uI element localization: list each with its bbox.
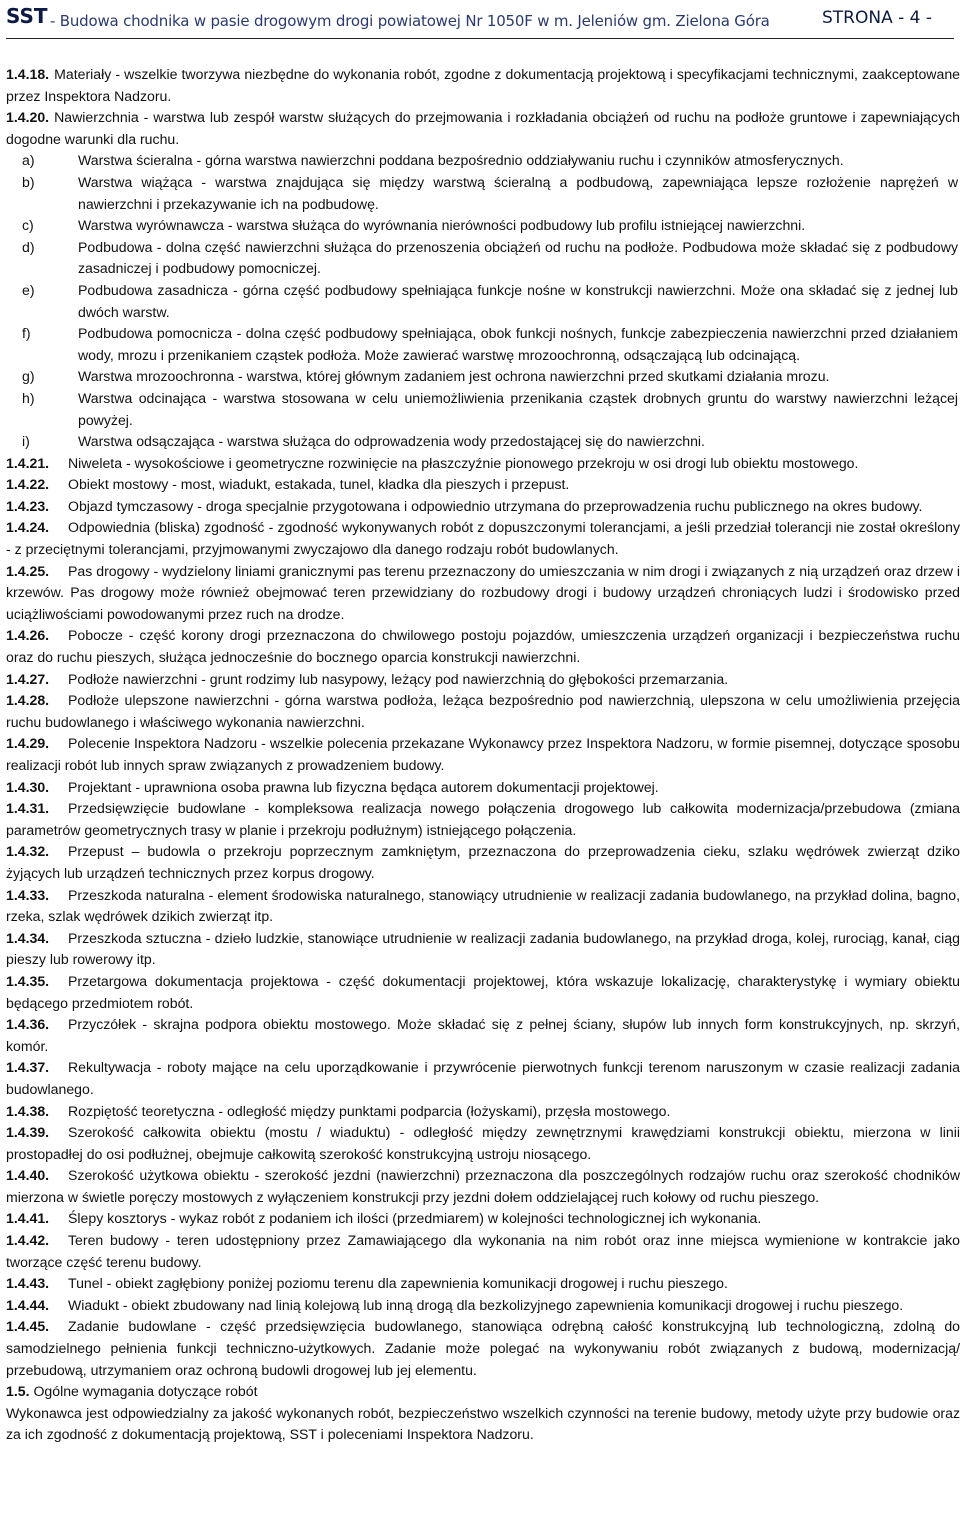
definition-number: 1.4.43.: [6, 1275, 50, 1292]
list-item-text: Podbudowa pomocnicza - dolna część podbudowy spełniająca, obok funkcji nośnych, funkcje zabezpieczenia nawierzchni przed działaniem wody, mrozu i przenikaniem cząstek podłoża. Może zawierać warstwę mrozoochronną, odsączającą lub odcinającą.: [78, 325, 958, 363]
definition-text: Tunel - obiekt zagłębiony poniżej poziomu terenu dla zapewnienia komunikacji drogowej i ruchu pieszego.: [68, 1275, 728, 1292]
definition-item: [6, 1230, 960, 1273]
definition-number: 1.4.23.: [6, 497, 50, 514]
list-item-text: Podbudowa - dolna część nawierzchni służąca do przenoszenia obciążeń od ruchu na podłoże. Podbudowa może składać się z podbudowy zasadniczej i podbudowy pomocniczej.: [78, 238, 958, 277]
definition-item: [6, 1273, 960, 1295]
definition-text: Materiały - wszelkie tworzywa niezbędne do wykonania robót, zgodne z dokumentacją projektową i specyfikacjami technicznymi, zaakceptowane przez Inspektora Nadzoru.: [6, 66, 960, 104]
list-item-text: Warstwa wiążąca - warstwa znajdująca się między warstwą ścieralną a podbudową, zapewniająca lepsze rozłożenie naprężeń w nawierzchni i przekazywanie ich na podbudowę.: [78, 173, 958, 212]
definition-item: [6, 798, 960, 841]
definition-text: Pas drogowy - wydzielony liniami granicznymi pas terenu przeznaczony do umieszczania w nim drogi i związanych z nią urządzeń oraz drzew i krzewów. Pas drogowy może również obejmować teren przewidziany do rozbudowy drogi i budowy urządzeń chroniących ludzi i środowisko przed uciążliwościami powodowanymi przez ruch na drodze.: [6, 562, 960, 622]
definition-text: Zadanie budowlane - część przedsięwzięcia budowlanego, stanowiąca odrębną całość konstrukcyjną lub technologiczną, zdolną do samodzielnego pełnienia funkcji techniczno-użytkowych. Zadanie może polegać na wykonywaniu robót związanych z budową, modernizacją/ przebudową, utrzymaniem oraz ochroną budowli drogowej lub jej elementu.: [6, 1318, 960, 1378]
definition-number: 1.4.44.: [6, 1296, 50, 1313]
definition-number: 1.4.36.: [6, 1016, 50, 1033]
definition-text: Szerokość użytkowa obiektu - szerokość jezdni (nawierzchni) przeznaczona dla poszczególnych rodzajów ruchu oraz szerokość chodników mierzona w świetle poręczy mostowych z wyłączeniem konstrukcji przy jezdni dołem oddzielającej ruch kołowy od ruchu pieszego.: [6, 1167, 960, 1205]
list-item-label: c): [22, 217, 34, 234]
definition-item: [6, 777, 960, 799]
surface-layers-list: [6, 150, 960, 452]
header-page-number: STRONA - 4 -: [821, 8, 932, 28]
list-item: [22, 366, 960, 388]
definition-item: [6, 971, 960, 1014]
definition-item: [6, 1014, 960, 1057]
definition-text: Niweleta - wysokościowe i geometryczne rozwinięcie na płaszczyźnie pionowego przekroju w osi drogi lub obiektu mostowego.: [68, 454, 859, 471]
definition-item: [6, 669, 960, 691]
definition-item: [6, 841, 960, 884]
definition-text: Podłoże ulepszone nawierzchni - górna warstwa podłoża, leżąca bezpośrednio pod nawierzchnią, ulepszona w celu umożliwienia przejęcia ruchu budowlanego i właściwego wykonania nawierzchni.: [6, 692, 960, 730]
definition-number: 1.4.45.: [6, 1318, 50, 1335]
list-item-text: Warstwa ścieralna - górna warstwa nawierzchni poddana bezpośrednio oddziaływaniu ruchu i czynników atmosferycznych.: [78, 152, 844, 169]
definitions-list-b: [6, 453, 960, 1382]
definition-text: Pobocze - część korony drogi przeznaczona do chwilowego postoju pojazdów, umieszczenia urządzeń organizacji i bezpieczeństwa ruchu oraz do ruchu pieszych, służąca jednocześnie do bocznego oparcia konstrukcji nawierzchni.: [6, 627, 960, 666]
definition-number: 1.4.33.: [6, 886, 50, 903]
definition-text: Rekultywacja - roboty mające na celu uporządkowanie i przywrócenie pierwotnych funkcji terenom naruszonym w czasie realizacji zadania budowlanego.: [6, 1059, 960, 1097]
list-item-label: i): [22, 433, 30, 450]
definition-text: Objazd tymczasowy - droga specjalnie przygotowana i odpowiednio utrzymana do przeprowadzenia ruchu publicznego na okres budowy.: [68, 497, 923, 514]
list-item: [22, 237, 960, 280]
definition-text: Odpowiednia (bliska) zgodność - zgodność wykonywanych robót z dopuszczonymi tolerancjami, a jeśli przedział tolerancji nie został określony - z przeciętnymi tolerancjami, przyjmowanymi zwyczajowo dla danego rodzaju robót budowlanych.: [6, 519, 960, 558]
definition-text: Ślepy kosztorys - wykaz robót z podaniem ich ilości (przedmiarem) w kolejności technologicznej ich wykonania.: [68, 1210, 762, 1227]
definition-number: 1.4.40.: [6, 1167, 50, 1184]
definition-item: [6, 1316, 960, 1381]
definition-number: 1.4.34.: [6, 929, 50, 946]
header-sst: SST: [6, 4, 48, 28]
definition-item: [6, 625, 960, 668]
definition-item: [6, 1295, 960, 1317]
definition-number: 1.4.22.: [6, 476, 50, 493]
definition-item: [6, 1057, 960, 1100]
list-item: [22, 280, 960, 323]
section-number: 1.5.: [6, 1383, 30, 1400]
definition-item: [6, 107, 960, 150]
definition-text: Przeszkoda sztuczna - dzieło ludzkie, stanowiące utrudnienie w realizacji zadania budowlanego, na przykład droga, kolej, rurociąg, kanał, ciąg pieszy lub rowerowy itp.: [6, 929, 960, 968]
definition-number: 1.4.30.: [6, 778, 50, 795]
definition-number: 1.4.28.: [6, 692, 50, 709]
list-item: [22, 215, 960, 237]
list-item-text: Warstwa odcinająca - warstwa stosowana w celu uniemożliwienia przenikania cząstek drobnych gruntu do warstwy nawierzchni leżącej powyżej.: [78, 389, 958, 428]
definition-item: [6, 690, 960, 733]
list-item-text: Podbudowa zasadnicza - górna część podbudowy spełniająca funkcje nośne w konstrukcji nawierzchni. Może ona składać się z jednej lub dwóch warstw.: [78, 281, 958, 320]
definition-number: 1.4.24.: [6, 519, 50, 536]
definition-item: [6, 928, 960, 971]
definition-number: 1.4.42.: [6, 1232, 50, 1249]
section-title: Ogólne wymagania dotyczące robót: [33, 1383, 258, 1400]
list-item: [22, 388, 960, 431]
definition-text: Szerokość całkowita obiektu (mostu / wiaduktu) - odległość między zewnętrznymi krawędziami konstrukcji obiektu, mierzona w linii prostopadłej do osi podłużnej, obejmuje całkowitą szerokość konstrukcyjną ustroju niosącego.: [6, 1124, 960, 1162]
definition-number: 1.4.32.: [6, 843, 50, 860]
definition-text: Podłoże nawierzchni - grunt rodzimy lub nasypowy, leżący pod nawierzchnią do głębokości przemarzania.: [68, 670, 729, 687]
list-item: [22, 323, 960, 366]
definition-number: 1.4.39.: [6, 1124, 50, 1141]
list-item: [22, 150, 960, 172]
list-item-label: h): [22, 389, 35, 406]
document-body: [6, 64, 960, 1446]
definition-number: 1.4.20.: [6, 109, 50, 126]
definition-number: 1.4.21.: [6, 454, 50, 471]
definition-item: [6, 1101, 960, 1123]
definition-item: [6, 1165, 960, 1208]
definition-number: 1.4.37.: [6, 1059, 50, 1076]
definition-number: 1.4.29.: [6, 735, 50, 752]
definition-number: 1.4.27.: [6, 670, 50, 687]
definition-number: 1.4.31.: [6, 800, 50, 817]
definition-text: Projektant - uprawniona osoba prawna lub fizyczna będąca autorem dokumentacji projektowej.: [68, 778, 659, 795]
definition-number: 1.4.25.: [6, 562, 50, 579]
definition-text: Przepust – budowla o przekroju poprzecznym zamkniętym, przeznaczona do przeprowadzenia cieku, szlaku wędrówek zwierząt dziko żyjących lub urządzeń technicznych przez korpus drogowy.: [6, 843, 960, 881]
definition-number: 1.4.26.: [6, 627, 50, 644]
list-item-text: Warstwa mrozoochronna - warstwa, której głównym zadaniem jest ochrona nawierzchni przed skutkami działania mrozu.: [78, 368, 830, 385]
definition-number: 1.4.35.: [6, 972, 50, 989]
definition-number: 1.4.38.: [6, 1102, 50, 1119]
list-item-text: Warstwa odsączająca - warstwa służąca do odprowadzenia wody przedostającej się do nawierzchni.: [78, 433, 705, 450]
definition-text: Wiadukt - obiekt zbudowany nad linią kolejową lub inną drogą dla bezkolizyjnego zapewnienia komunikacji drogowej i ruchu pieszego.: [68, 1296, 904, 1313]
definition-item: [6, 474, 960, 496]
definition-item: [6, 1122, 960, 1165]
definitions-list-a: [6, 64, 960, 150]
list-item-label: g): [22, 368, 35, 385]
definition-text: Nawierzchnia - warstwa lub zespół warstw służących do przejmowania i rozkładania obciążeń od ruchu na podłoże gruntowe i zapewniających dogodne warunki dla ruchu.: [6, 109, 960, 147]
section-heading: [6, 1381, 960, 1403]
definition-item: [6, 453, 960, 475]
definition-text: Przetargowa dokumentacja projektowa - część dokumentacji projektowej, która wskazuje lokalizację, charakterystykę i wymiary obiektu będącego przedmiotem robót.: [6, 972, 960, 1011]
definition-item: [6, 1208, 960, 1230]
definition-number: 1.4.41.: [6, 1210, 50, 1227]
section-paragraph: Wykonawca jest odpowiedzialny za jakość wykonanych robót, bezpieczeństwo wszelkich czynności na terenie budowy, metody użyte przy budowie oraz za ich zgodność z dokumentacją projektową, SST i poleceniami Inspektora Nadzoru.: [6, 1404, 960, 1443]
list-item-label: b): [22, 173, 35, 190]
definition-text: Teren budowy - teren udostępniony przez Zamawiającego dla wykonania na nim robót oraz inne miejsca wymienione w kontrakcie jako tworzące część terenu budowy.: [6, 1232, 960, 1270]
definition-item: [6, 64, 960, 107]
definition-item: [6, 517, 960, 560]
page-header: [6, 2, 954, 39]
list-item-label: d): [22, 238, 35, 255]
list-item: [22, 431, 960, 453]
definition-item: [6, 885, 960, 928]
header-title: - Budowa chodnika w pasie drogowym drogi powiatowej Nr 1050F w m. Jeleniów gm. Zielona Góra: [50, 12, 770, 30]
list-item-label: a): [22, 152, 35, 169]
definition-text: Polecenie Inspektora Nadzoru - wszelkie polecenia przekazane Wykonawcy przez Inspektora Nadzoru, w formie pisemnej, dotyczące sposobu realizacji robót lub innych spraw związanych z prowadzeniem budowy.: [6, 735, 960, 773]
definition-text: Przedsięwzięcie budowlane - kompleksowa realizacja nowego połączenia drogowego lub całkowita modernizacja/przebudowa (zmiana parametrów geometrycznych trasy w planie i przekroju podłużnym) istniejącego połączenia.: [6, 800, 960, 838]
definition-item: [6, 733, 960, 776]
definition-number: 1.4.18.: [6, 66, 50, 82]
definition-text: Obiekt mostowy - most, wiadukt, estakada, tunel, kładka dla pieszych i przepust.: [68, 476, 570, 493]
list-item-text: Warstwa wyrównawcza - warstwa służąca do wyrównania nierówności podbudowy lub profilu istniejącej nawierzchni.: [78, 217, 806, 234]
list-item: [22, 172, 960, 215]
list-item-label: f): [22, 325, 31, 342]
definition-text: Rozpiętość teoretyczna - odległość między punktami podparcia (łożyskami), przęsła mostowego.: [68, 1102, 671, 1119]
list-item-label: e): [22, 281, 35, 298]
definition-text: Przeszkoda naturalna - element środowiska naturalnego, stanowiący utrudnienie w realizacji zadania budowlanego, na przykład dolina, bagno, rzeka, szlak wędrówek dzikich zwierząt itp.: [6, 886, 960, 925]
definition-text: Przyczółek - skrajna podpora obiektu mostowego. Może składać się z pełnej ściany, słupów lub innych form konstrukcyjnych, np. skrzyń, komór.: [6, 1016, 960, 1054]
definition-item: [6, 561, 960, 626]
definition-item: [6, 496, 960, 518]
